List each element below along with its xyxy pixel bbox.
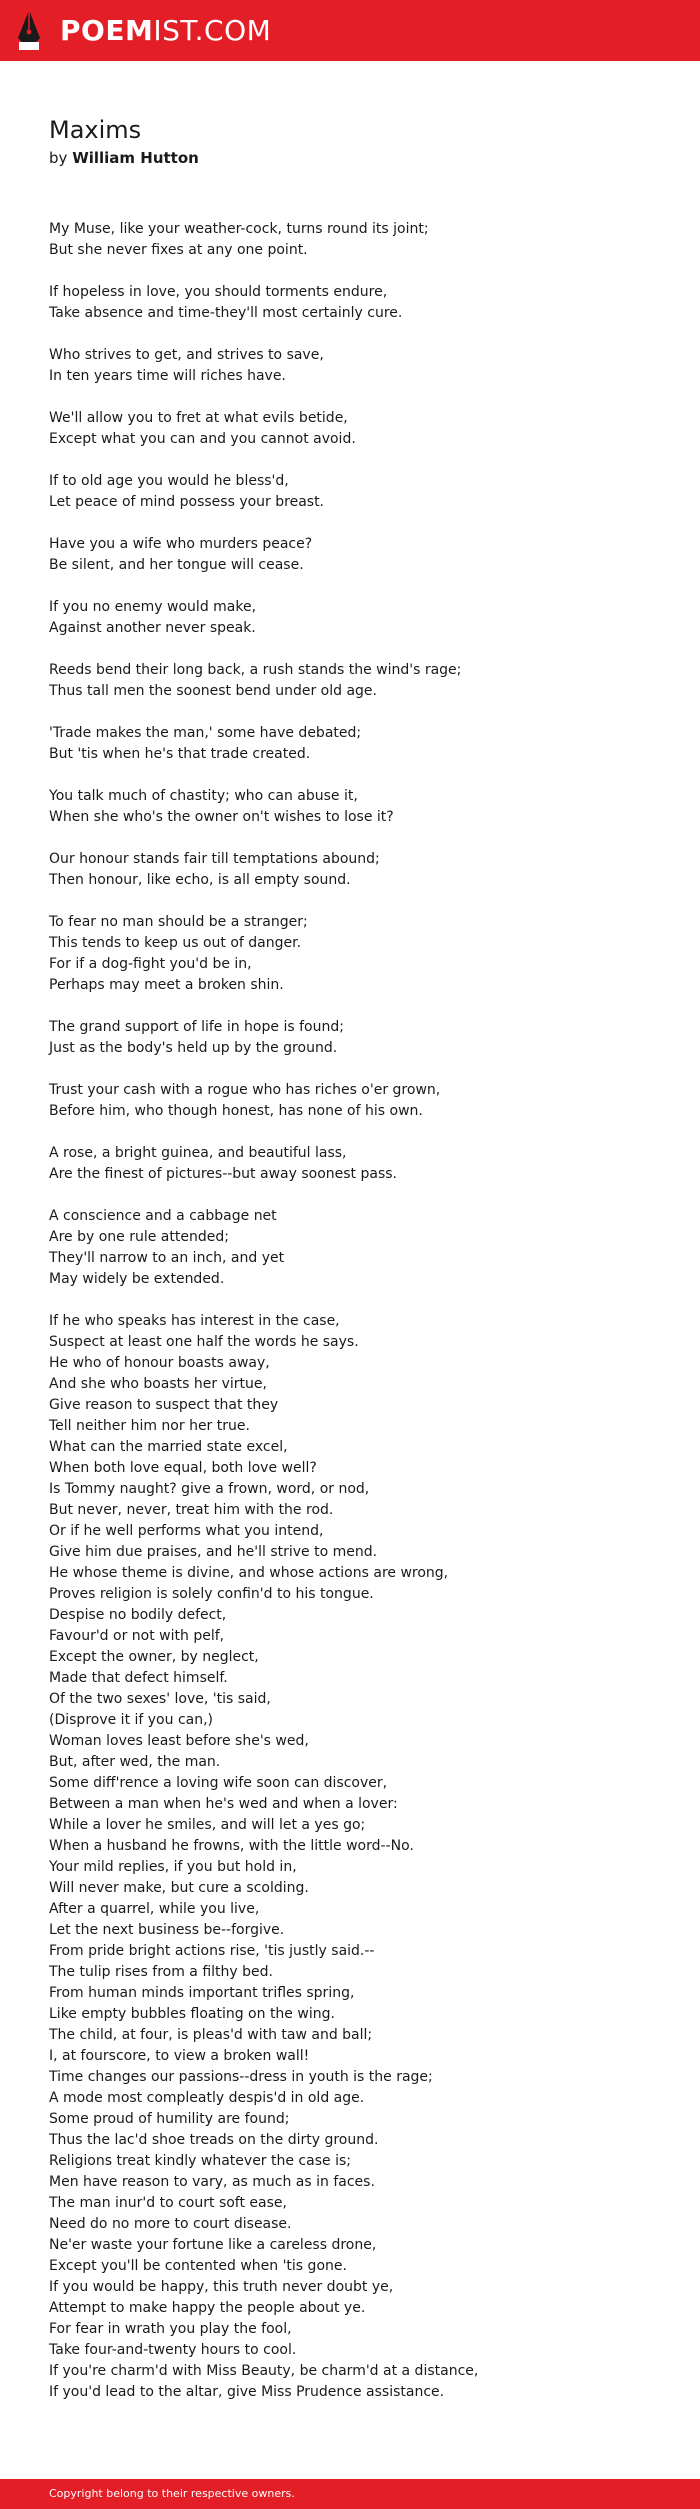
poem-line: Thus the lac'd shoe treads on the dirty ground. <box>49 2132 379 2148</box>
stanza <box>49 723 669 765</box>
poem-line: Proves religion is solely confin'd to his tongue. <box>49 1586 374 1602</box>
stanza-gap <box>49 576 669 597</box>
poem-line: When a husband he frowns, with the little word--No. <box>49 1838 414 1854</box>
poem-line: Who strives to get, and strives to save, <box>49 347 324 363</box>
poem-line: Religions treat kindly whatever the case is; <box>49 2153 351 2169</box>
stanza-gap <box>49 450 669 471</box>
site-logo[interactable] <box>60 14 271 48</box>
poem-line: Take absence and time-they'll most certainly cure. <box>49 305 403 321</box>
poem-line: But never, never, treat him with the rod. <box>49 1502 334 1518</box>
poem-line: Time changes our passions--dress in youth is the rage; <box>49 2069 433 2085</box>
stanza-gap <box>49 1185 669 1206</box>
poem-line: My Muse, like your weather-cock, turns round its joint; <box>49 221 429 237</box>
poem-line: The man inur'd to court soft ease, <box>49 2195 287 2211</box>
stanza-gap <box>49 1290 669 1311</box>
poem-line: Take four-and-twenty hours to cool. <box>49 2342 297 2358</box>
poem-line: Thus tall men the soonest bend under old age. <box>49 683 377 699</box>
poem-line: We'll allow you to fret at what evils betide, <box>49 410 348 426</box>
poem-line: If hopeless in love, you should torments endure, <box>49 284 388 300</box>
poem-line: But 'tis when he's that trade created. <box>49 746 311 762</box>
poem-line: Some diff'rence a loving wife soon can discover, <box>49 1775 388 1791</box>
poem-line: Against another never speak. <box>49 620 256 636</box>
poem-line: Except you'll be contented when 'tis gone. <box>49 2258 347 2274</box>
pen-nib-logo-icon[interactable] <box>16 8 42 52</box>
stanza-gap <box>49 765 669 786</box>
logo-bold-text: POEM <box>60 14 154 47</box>
poem-line: I, at fourscore, to view a broken wall! <box>49 2048 310 2064</box>
poem-line: If to old age you would he bless'd, <box>49 473 289 489</box>
poem-line: For if a dog-fight you'd be in, <box>49 956 252 972</box>
poem-line: Between a man when he's wed and when a lover: <box>49 1796 398 1812</box>
poem-line: Need do no more to court disease. <box>49 2216 292 2232</box>
poem-line: A mode most compleatly despis'd in old age. <box>49 2090 365 2106</box>
poem-line: Ne'er waste your fortune like a careless drone, <box>49 2237 377 2253</box>
poem-line: Give reason to suspect that they <box>49 1397 279 1413</box>
poem-line: Of the two sexes' love, 'tis said, <box>49 1691 271 1707</box>
poem-line: Before him, who though honest, has none of his own. <box>49 1103 423 1119</box>
site-footer <box>0 2479 700 2509</box>
poem-line: You talk much of chastity; who can abuse it, <box>49 788 358 804</box>
poem-line: Will never make, but cure a scolding. <box>49 1880 309 1896</box>
poem-line: Our honour stands fair till temptations abound; <box>49 851 380 867</box>
poem-line: The grand support of life in hope is found; <box>49 1019 344 1035</box>
poem-line: Perhaps may meet a broken shin. <box>49 977 284 993</box>
poem-line: Let peace of mind possess your breast. <box>49 494 325 510</box>
poem-body <box>49 219 669 2403</box>
stanza <box>49 912 669 996</box>
poem-line: But she never fixes at any one point. <box>49 242 308 258</box>
stanza-gap <box>49 261 669 282</box>
poem-line: If he who speaks has interest in the case, <box>49 1313 340 1329</box>
stanza <box>49 1017 669 1059</box>
poem-title: Maxims <box>49 116 142 144</box>
stanza <box>49 408 669 450</box>
poem-line: The child, at four, is pleas'd with taw and ball; <box>49 2027 373 2043</box>
poem-line: Like empty bubbles floating on the wing. <box>49 2006 335 2022</box>
stanza-gap <box>49 639 669 660</box>
poem-line: Favour'd or not with pelf, <box>49 1628 225 1644</box>
poem-line: He who of honour boasts away, <box>49 1355 270 1371</box>
poem-line: Have you a wife who murders peace? <box>49 536 313 552</box>
poem-line: If you no enemy would make, <box>49 599 257 615</box>
poem-line: Are the finest of pictures--but away soonest pass. <box>49 1166 397 1182</box>
poem-line: While a lover he smiles, and will let a yes go; <box>49 1817 366 1833</box>
poem-line: In ten years time will riches have. <box>49 368 286 384</box>
stanza-gap <box>49 324 669 345</box>
poem-line: A rose, a bright guinea, and beautiful lass, <box>49 1145 347 1161</box>
poem-line: When she who's the owner on't wishes to lose it? <box>49 809 394 825</box>
stanza <box>49 1143 669 1185</box>
stanza <box>49 1080 669 1122</box>
stanza <box>49 849 669 891</box>
stanza-gap <box>49 702 669 723</box>
poem-byline <box>49 148 199 168</box>
stanza <box>49 282 669 324</box>
poem-line: When both love equal, both love well? <box>49 1460 317 1476</box>
poem-line: After a quarrel, while you live, <box>49 1901 260 1917</box>
site-header <box>0 0 700 61</box>
poem-line: Your mild replies, if you but hold in, <box>49 1859 297 1875</box>
poem-line: Trust your cash with a rogue who has riches o'er grown, <box>49 1082 441 1098</box>
logo-light-text: IST.COM <box>153 14 272 47</box>
poem-line: A conscience and a cabbage net <box>49 1208 277 1224</box>
poem-line: May widely be extended. <box>49 1271 225 1287</box>
stanza-gap <box>49 1122 669 1143</box>
poem-line: Made that defect himself. <box>49 1670 228 1686</box>
poem-line: Despise no bodily defect, <box>49 1607 227 1623</box>
stanza-gap <box>49 1059 669 1080</box>
poem-line: Attempt to make happy the people about ye. <box>49 2300 366 2316</box>
stanza <box>49 534 669 576</box>
poem-line: Are by one rule attended; <box>49 1229 229 1245</box>
poem-line: But, after wed, the man. <box>49 1754 221 1770</box>
poem-line: Or if he well performs what you intend, <box>49 1523 324 1539</box>
poem-line: And she who boasts her virtue, <box>49 1376 267 1392</box>
stanza-gap <box>49 891 669 912</box>
poem-line: The tulip rises from a filthy bed. <box>49 1964 273 1980</box>
poem-line: Be silent, and her tongue will cease. <box>49 557 304 573</box>
stanza <box>49 660 669 702</box>
poem-line: 'Trade makes the man,' some have debated; <box>49 725 362 741</box>
poem-line: Some proud of humility are found; <box>49 2111 290 2127</box>
poem-line: Give him due praises, and he'll strive to mend. <box>49 1544 378 1560</box>
poem-line: From human minds important trifles spring, <box>49 1985 355 2001</box>
poem-line: Suspect at least one half the words he says. <box>49 1334 359 1350</box>
poem-line: Then honour, like echo, is all empty sound. <box>49 872 351 888</box>
poem-line: Tell neither him nor her true. <box>49 1418 250 1434</box>
stanza-gap <box>49 828 669 849</box>
poem-line: If you would be happy, this truth never doubt ye, <box>49 2279 394 2295</box>
stanza-gap <box>49 996 669 1017</box>
poem-line: What can the married state excel, <box>49 1439 288 1455</box>
poem-line: Men have reason to vary, as much as in faces. <box>49 2174 375 2190</box>
stanza <box>49 345 669 387</box>
poem-line: From pride bright actions rise, 'tis justly said.-- <box>49 1943 375 1959</box>
by-label: by <box>49 149 68 167</box>
poem-line: Reeds bend their long back, a rush stands the wind's rage; <box>49 662 462 678</box>
poem-line: Woman loves least before she's wed, <box>49 1733 309 1749</box>
poem-line: Is Tommy naught? give a frown, word, or nod, <box>49 1481 370 1497</box>
stanza <box>49 1206 669 1290</box>
copyright-notice: Copyright belong to their respective owners. <box>49 2487 295 2500</box>
poem-line: He whose theme is divine, and whose actions are wrong, <box>49 1565 449 1581</box>
poem-line: Let the next business be--forgive. <box>49 1922 285 1938</box>
poem-line: For fear in wrath you play the fool, <box>49 2321 292 2337</box>
stanza <box>49 1311 669 2403</box>
poem-line: Just as the body's held up by the ground. <box>49 1040 338 1056</box>
stanza <box>49 786 669 828</box>
poem-line: To fear no man should be a stranger; <box>49 914 308 930</box>
stanza <box>49 219 669 261</box>
poem-line: They'll narrow to an inch, and yet <box>49 1250 285 1266</box>
poem-author: William Hutton <box>72 149 199 167</box>
poem-line: If you're charm'd with Miss Beauty, be charm'd at a distance, <box>49 2363 479 2379</box>
poem-line: If you'd lead to the altar, give Miss Prudence assistance. <box>49 2384 445 2400</box>
poem-line: Except the owner, by neglect, <box>49 1649 259 1665</box>
stanza-gap <box>49 513 669 534</box>
poem-line: (Disprove it if you can,) <box>49 1712 214 1728</box>
poem-line: Except what you can and you cannot avoid. <box>49 431 356 447</box>
stanza <box>49 597 669 639</box>
poem-line: This tends to keep us out of danger. <box>49 935 302 951</box>
stanza <box>49 471 669 513</box>
stanza-gap <box>49 387 669 408</box>
